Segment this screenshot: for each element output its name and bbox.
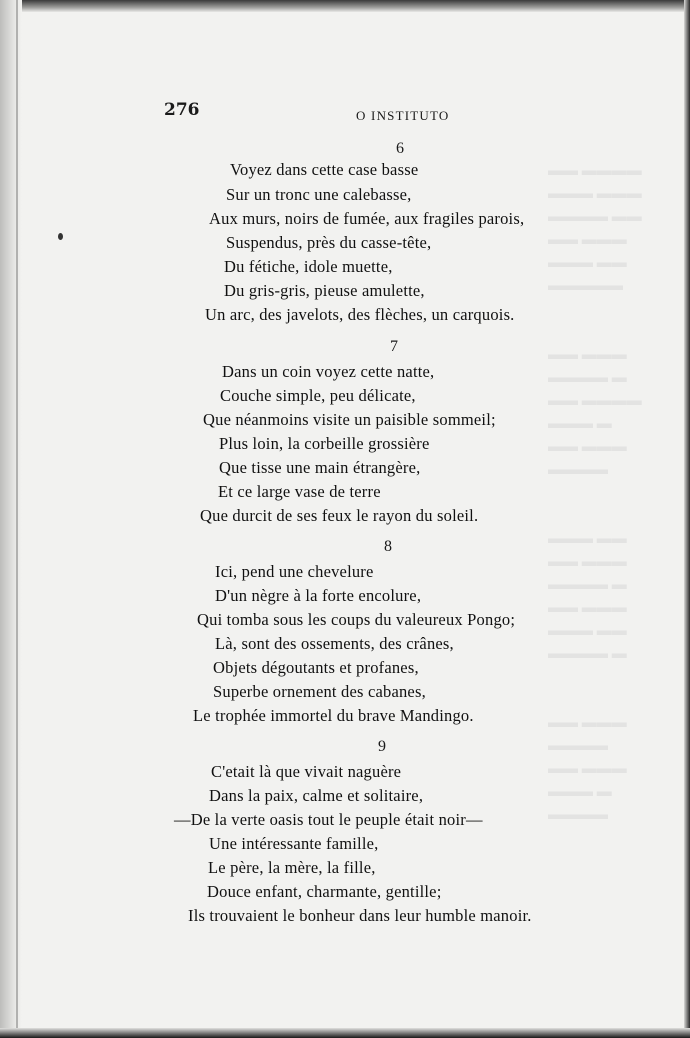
verse-line: Que tisse une main étrangère,: [219, 458, 421, 477]
ink-speck: [58, 233, 63, 240]
running-title: O INSTITUTO: [356, 108, 450, 123]
verse-line: Dans un coin voyez cette natte,: [222, 362, 435, 381]
verse-line: Ils trouvaient le bonheur dans leur humble manoir.: [188, 906, 532, 925]
verse-line: Ici, pend une chevelure: [215, 562, 374, 581]
verse-line: Le trophée immortel du brave Mandingo.: [193, 706, 474, 725]
verse-line: Voyez dans cette case basse: [230, 160, 419, 179]
verse-line: Superbe ornement des cabanes,: [213, 682, 426, 701]
verse-line: Objets dégoutants et profanes,: [213, 658, 419, 677]
verse-line: Là, sont des ossements, des crânes,: [215, 634, 454, 653]
stanza-number: 6: [396, 140, 404, 157]
verse-line: Dans la paix, calme et solitaire,: [209, 786, 424, 805]
verse-line: Couche simple, peu délicate,: [220, 386, 416, 405]
verse-line: D'un nègre à la forte encolure,: [215, 586, 422, 605]
verse-line: Que durcit de ses feux le rayon du soleil.: [200, 506, 479, 525]
verse-line: Aux murs, noirs de fumée, aux fragiles parois,: [209, 209, 525, 228]
verse-line: —De la verte oasis tout le peuple était noir—: [174, 810, 483, 829]
page-number: 276: [164, 100, 200, 120]
verse-line: Un arc, des javelots, des flèches, un carquois.: [205, 305, 515, 324]
verse-line: Et ce large vase de terre: [218, 482, 381, 501]
verse-line: C'etait là que vivait naguère: [211, 762, 402, 781]
page-gutter: [0, 0, 22, 1038]
bleed-through-texture: ▬▬ ▬▬▬▬ ▬▬▬ ▬▬▬ ▬▬▬▬ ▬▬ ▬▬ ▬▬▬ ▬▬▬ ▬▬ ▬▬▬▬▬ ▬▬ ▬▬▬ ▬▬▬▬ ▬ ▬▬ ▬▬▬▬ ▬▬▬ ▬ ▬▬ ▬▬▬ ▬▬▬▬ ▬▬▬ ▬▬ ▬▬ ▬▬▬ ▬▬▬▬ ▬ ▬▬ ▬▬▬ ▬▬▬ ▬▬ ▬▬▬▬ ▬ ▬▬ ▬▬▬ ▬▬▬▬ ▬▬ ▬▬▬ ▬▬▬ ▬ ▬▬▬▬: [548, 163, 642, 823]
verse-line: Qui tomba sous les coups du valeureux Pongo;: [197, 610, 516, 629]
verse-line: Du gris-gris, pieuse amulette,: [224, 281, 425, 300]
page-bottom-edge: [0, 1028, 690, 1038]
verse-line: Une intéressante famille,: [209, 834, 379, 853]
verse-line: Plus loin, la corbeille grossière: [219, 434, 430, 453]
verse-line: Sur un tronc une calebasse,: [226, 185, 412, 204]
stanza-number: 9: [378, 738, 386, 755]
verse-line: Le père, la mère, la fille,: [208, 858, 376, 877]
verse-line: Du fétiche, idole muette,: [224, 257, 393, 276]
stanza-number: 8: [384, 538, 392, 555]
verse-line: Suspendus, près du casse-tête,: [226, 233, 432, 252]
verse-line: Douce enfant, charmante, gentille;: [207, 882, 442, 901]
verse-line: Que néanmoins visite un paisible sommeil;: [203, 410, 496, 429]
page-top-edge: [0, 0, 690, 12]
stanza-number: 7: [390, 338, 398, 355]
